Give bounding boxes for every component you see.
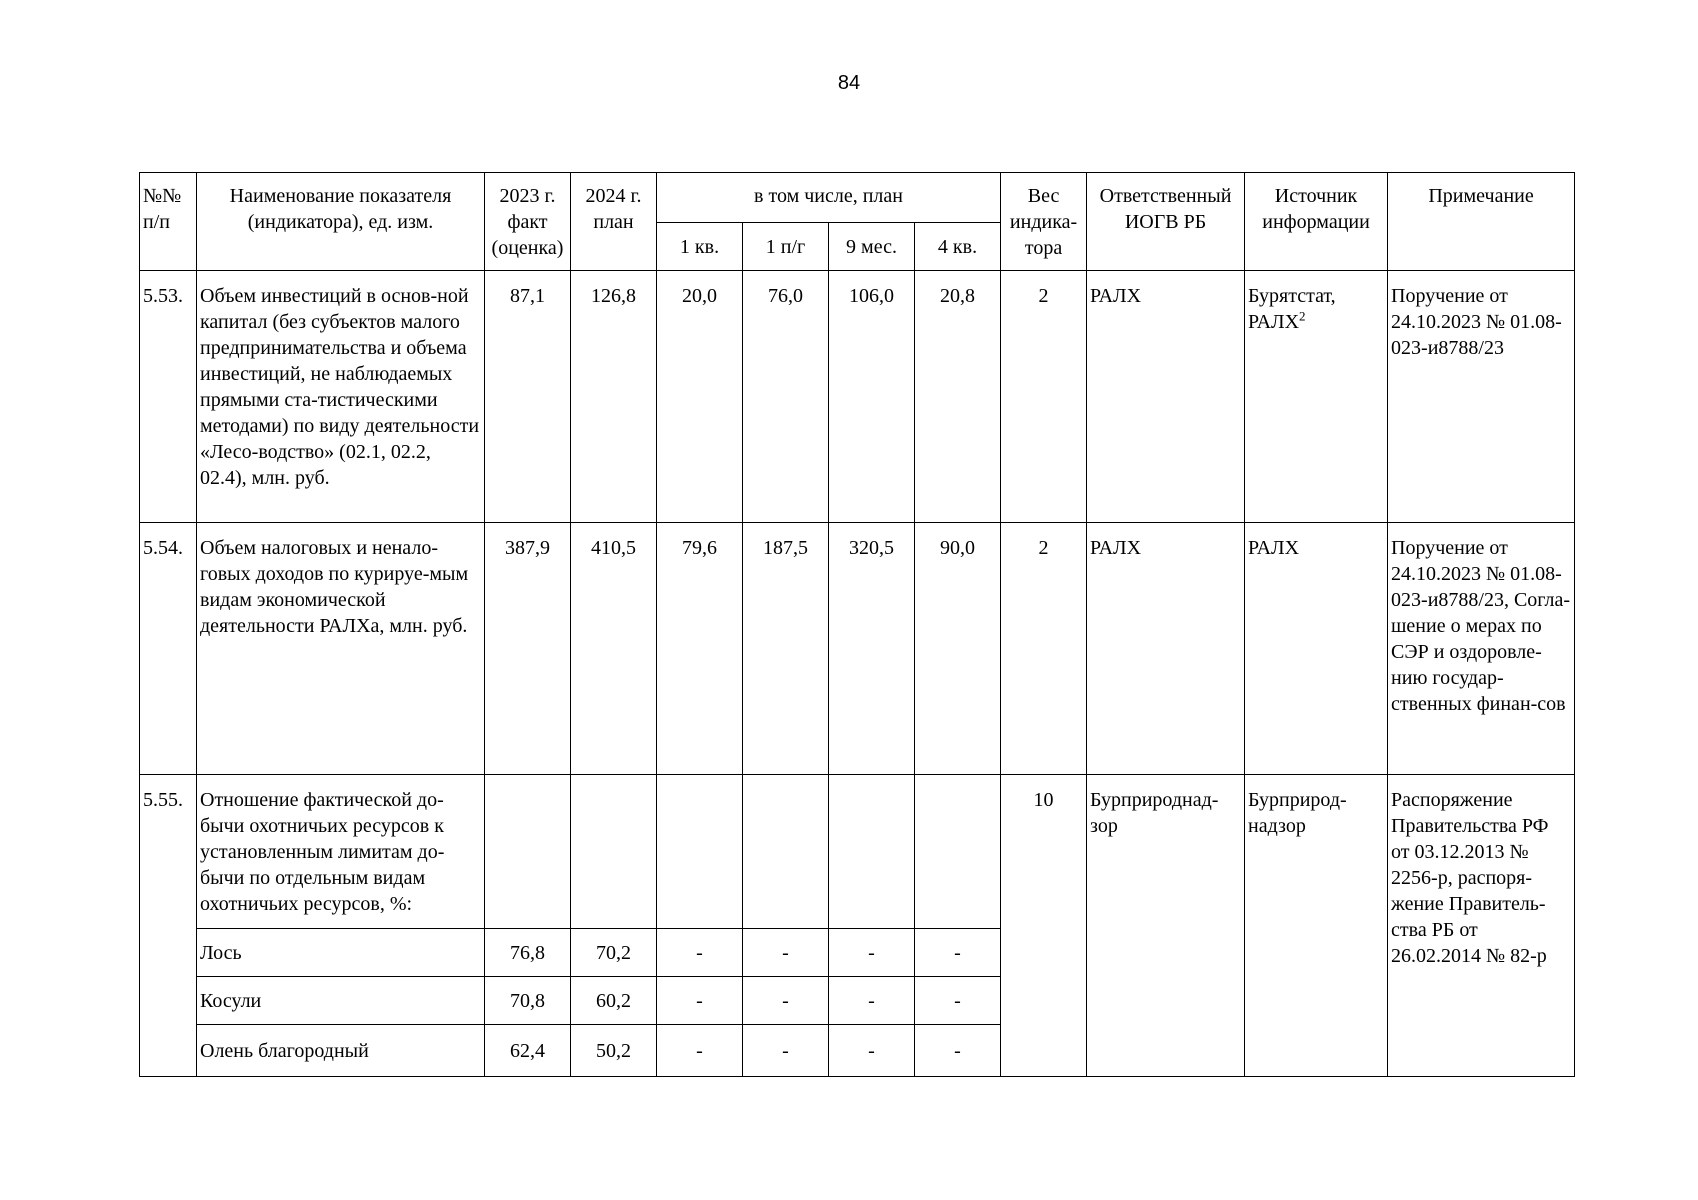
cell-fact-2023: 62,4 xyxy=(485,1025,571,1077)
cell-q4: - xyxy=(915,929,1001,977)
indicators-table xyxy=(139,172,1575,1077)
row-num: 5.54. xyxy=(140,523,197,775)
header-note: Примечание xyxy=(1388,173,1575,271)
cell-9m: - xyxy=(829,977,915,1025)
sub-row-name: Косули xyxy=(197,977,485,1025)
header-source: Источник информации xyxy=(1245,173,1388,271)
cell-weight: 2 xyxy=(1001,271,1087,523)
header-including: в том числе, план xyxy=(657,173,1001,223)
cell-note: Поручение от 24.10.2023 № 01.08-023-и8788/23, Согла-шение о мерах по СЭР и оздоровле-нию государ-ственных финан-сов xyxy=(1388,523,1575,775)
row-num: 5.53. xyxy=(140,271,197,523)
cell-h1 xyxy=(743,775,829,929)
cell-fact-2023: 387,9 xyxy=(485,523,571,775)
cell-q1 xyxy=(657,775,743,929)
cell-fact-2023: 87,1 xyxy=(485,271,571,523)
footnote-marker: 2 xyxy=(1299,308,1306,324)
cell-responsible: РАЛХ xyxy=(1087,271,1245,523)
row-num: 5.55. xyxy=(140,775,197,1077)
cell-plan-2024: 126,8 xyxy=(571,271,657,523)
cell-weight: 2 xyxy=(1001,523,1087,775)
cell-source: РАЛХ xyxy=(1245,523,1388,775)
row-name: Отношение фактической до-бычи охотничьих ресурсов к установленным лимитам до-бычи по отдельным видам охотничьих ресурсов, %: xyxy=(197,775,485,929)
cell-q4: - xyxy=(915,1025,1001,1077)
cell-plan-2024: 50,2 xyxy=(571,1025,657,1077)
cell-9m: 320,5 xyxy=(829,523,915,775)
table-row xyxy=(140,271,1575,523)
header-h1: 1 п/г xyxy=(743,223,829,271)
row-name: Объем инвестиций в основ-ной капитал (без субъектов малого предпринимательства и объема инвестиций, не наблюдаемых прямыми ста-тистическими методами) по виду деятельности «Лесо-водство» (02.1, 02.2, 02.4), млн. руб. xyxy=(197,271,485,523)
cell-fact-2023: 76,8 xyxy=(485,929,571,977)
table-row xyxy=(140,775,1575,929)
cell-q1: - xyxy=(657,929,743,977)
cell-q1: - xyxy=(657,977,743,1025)
header-num: №№ п/п xyxy=(140,173,197,271)
cell-9m: - xyxy=(829,1025,915,1077)
source-text: Бурятстат, РАЛХ xyxy=(1248,285,1336,333)
cell-h1: - xyxy=(743,1025,829,1077)
header-responsible: Ответственный ИОГВ РБ xyxy=(1087,173,1245,271)
cell-h1: - xyxy=(743,929,829,977)
cell-plan-2024 xyxy=(571,775,657,929)
cell-source xyxy=(1245,271,1388,523)
cell-note: Распоряжение Правительства РФ от 03.12.2013 № 2256-р, распоря-жение Правитель-ства РБ от 26.02.2014 № 82-р xyxy=(1388,775,1575,1077)
row-name: Объем налоговых и ненало-говых доходов по курируе-мым видам экономической деятельности РАЛХа, млн. руб. xyxy=(197,523,485,775)
cell-q1: - xyxy=(657,1025,743,1077)
cell-h1: 187,5 xyxy=(743,523,829,775)
cell-source: Бурприрод-надзор xyxy=(1245,775,1388,1077)
cell-q1: 79,6 xyxy=(657,523,743,775)
sub-row-name: Лось xyxy=(197,929,485,977)
header-2023: 2023 г. факт (оценка) xyxy=(485,173,571,271)
header-row xyxy=(140,173,1575,223)
cell-q4 xyxy=(915,775,1001,929)
cell-plan-2024: 60,2 xyxy=(571,977,657,1025)
cell-fact-2023: 70,8 xyxy=(485,977,571,1025)
cell-plan-2024: 70,2 xyxy=(571,929,657,977)
table-row xyxy=(140,523,1575,775)
cell-9m: - xyxy=(829,929,915,977)
cell-q1: 20,0 xyxy=(657,271,743,523)
header-q4: 4 кв. xyxy=(915,223,1001,271)
cell-responsible: РАЛХ xyxy=(1087,523,1245,775)
header-q1: 1 кв. xyxy=(657,223,743,271)
cell-9m xyxy=(829,775,915,929)
cell-q4: - xyxy=(915,977,1001,1025)
header-name: Наименование показателя (индикатора), ед. изм. xyxy=(197,173,485,271)
cell-q4: 90,0 xyxy=(915,523,1001,775)
header-weight: Вес индика-тора xyxy=(1001,173,1087,271)
cell-responsible: Бурприроднад-зор xyxy=(1087,775,1245,1077)
cell-plan-2024: 410,5 xyxy=(571,523,657,775)
page-number: 84 xyxy=(837,72,861,94)
cell-9m: 106,0 xyxy=(829,271,915,523)
sub-row-name: Олень благородный xyxy=(197,1025,485,1077)
header-2024: 2024 г. план xyxy=(571,173,657,271)
cell-h1: - xyxy=(743,977,829,1025)
cell-note: Поручение от 24.10.2023 № 01.08-023-и8788/23 xyxy=(1388,271,1575,523)
header-9m: 9 мес. xyxy=(829,223,915,271)
cell-weight: 10 xyxy=(1001,775,1087,1077)
cell-fact-2023 xyxy=(485,775,571,929)
cell-h1: 76,0 xyxy=(743,271,829,523)
cell-q4: 20,8 xyxy=(915,271,1001,523)
